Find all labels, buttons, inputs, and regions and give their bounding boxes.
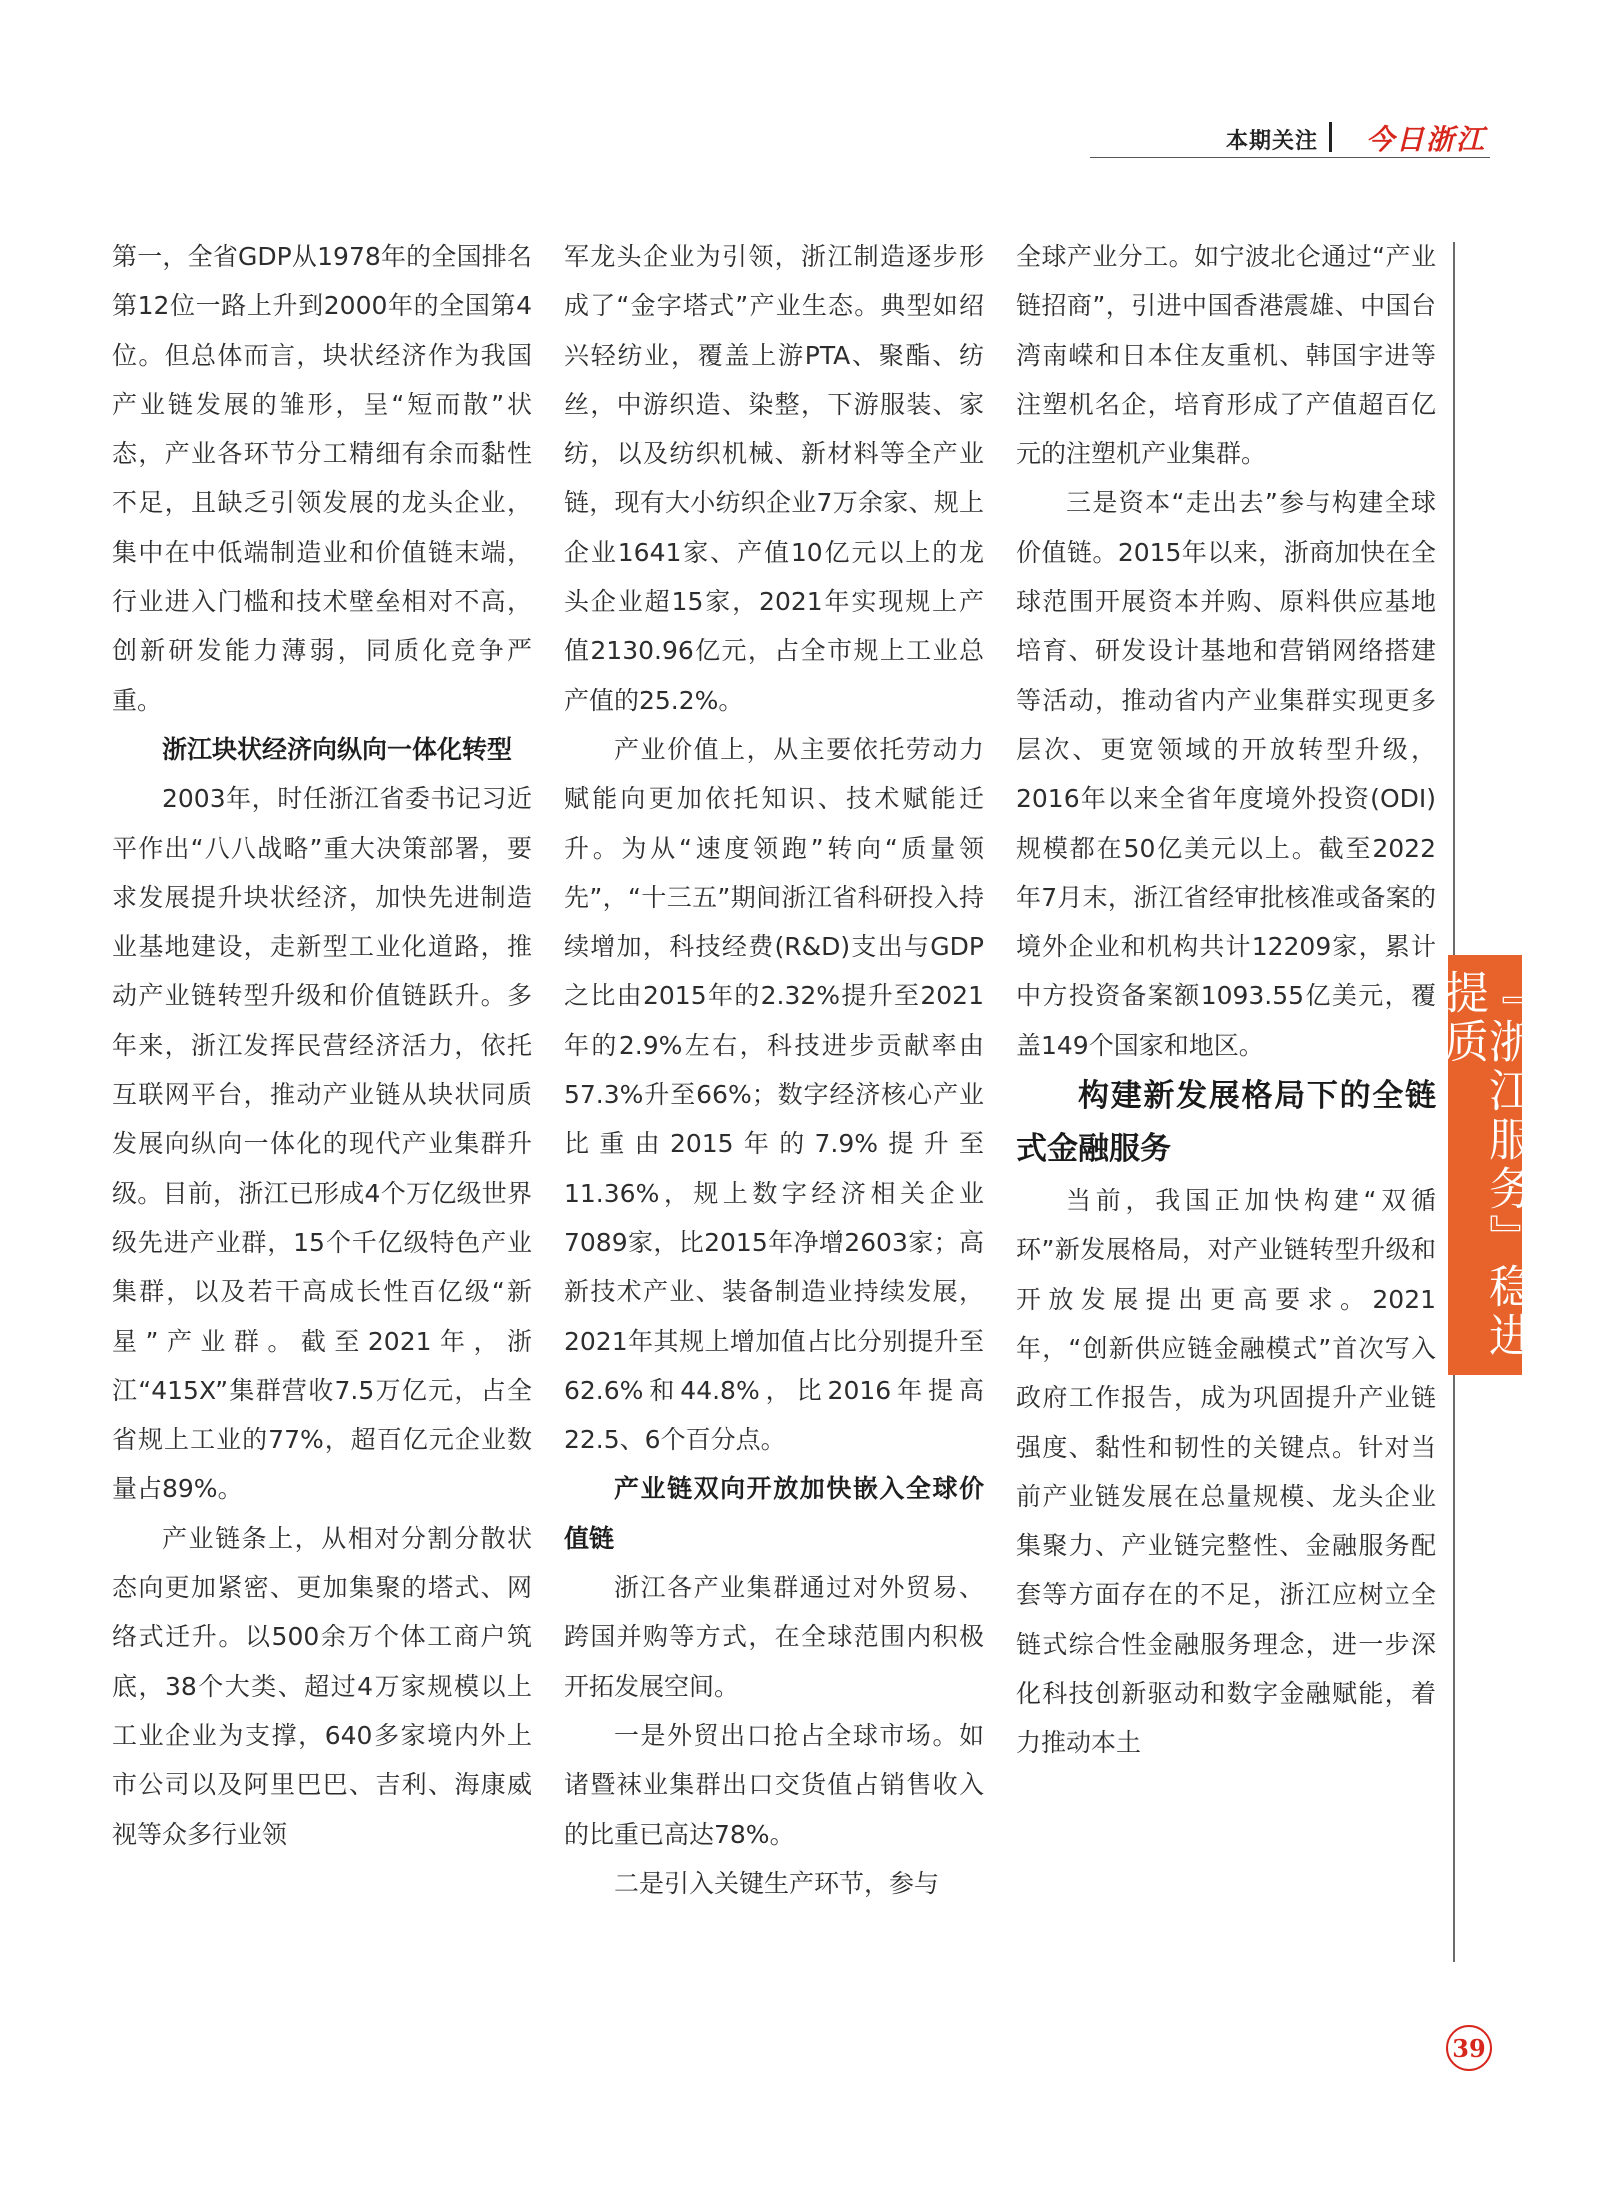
paragraph: 军龙头企业为引领，浙江制造逐步形成了“金字塔式”产业生态。典型如绍兴轻纺业，覆盖上游PTA、聚酯、纺丝，中游织造、染整，下游服装、家纺，以及纺织机械、新材料等全产业链，现有大小纺织企业7万余家、规上企业1641家、产值10亿元以上的龙头企业超15家，2021年实现规上产值2130.96亿元，占全市规上工业总产值的25.2%。 (564, 242, 984, 715)
side-tab-label: 『浙江服务』稳进提质 (1436, 969, 1534, 1361)
text-column-2 (564, 232, 984, 1908)
page-header (1090, 118, 1490, 158)
paragraph: 产业链条上，从相对分割分散状态向更加紧密、更加集聚的塔式、网络式迁升。以500余万个体工商户筑底，38个大类、超过4万家规模以上工业企业为支撑，640多家境内外上市公司以及阿里巴巴、吉利、海康威视等众多行业领 (112, 1523, 532, 1849)
paragraph: 当前，我国正加快构建“双循环”新发展格局，对产业链转型升级和开放发展提出更高要求。2021年，“创新供应链金融模式”首次写入政府工作报告，成为巩固提升产业链强度、黏性和韧性的关键点。针对当前产业链发展在总量规模、龙头企业集聚力、产业链完整性、金融服务配套等方面存在的不足，浙江应树立全链式综合性金融服务理念，进一步深化科技创新驱动和数字金融赋能，着力推动本土 (1016, 1186, 1436, 1758)
magazine-logo: 今日浙江 (1365, 123, 1486, 156)
header-rule (1090, 157, 1490, 158)
header-separator (1329, 122, 1332, 152)
text-column-1 (112, 232, 532, 1859)
paragraph: 三是资本“走出去”参与构建全球价值链。2015年以来，浙商加快在全球范围开展资本并购、原料供应基地培育、研发设计基地和营销网络搭建等活动，推动省内产业集群实现更多层次、更宽领域的开放转型升级，2016年以来全省年度境外投资(ODI)规模都在50亿美元以上。截至2022年7月末，浙江省经审批核准或备案的境外企业和机构共计12209家，累计中方投资备案额1093.55亿美元，覆盖149个国家和地区。 (1016, 488, 1436, 1060)
side-tab (1436, 955, 1534, 1375)
paragraph: 浙江各产业集群通过对外贸易、跨国并购等方式，在全球范围内积极开拓发展空间。 (564, 1573, 984, 1701)
paragraph: 2003年，时任浙江省委书记习近平作出“八八战略”重大决策部署，要求发展提升块状经济，加快先进制造业基地建设，走新型工业化道路，推动产业链转型升级和价值链跃升。多年来，浙江发挥民营经济活力，依托互联网平台，推动产业链从块状同质发展向纵向一体化的现代产业集群升级。目前，浙江已形成4个万亿级世界级先进产业群，15个千亿级特色产业集群，以及若干高成长性百亿级“新星”产业群。截至2021年，浙江“415X”集群营收7.5万亿元，占全省规上工业的77%，超百亿元企业数量占89%。 (112, 784, 532, 1504)
paragraph: 二是引入关键生产环节，参与 (614, 1868, 940, 1898)
subheading: 产业链双向开放加快嵌入全球价值链 (564, 1474, 984, 1553)
paragraph: 第一，全省GDP从1978年的全国排名第12位一路上升到2000年的全国第4位。但总体而言，块状经济作为我国产业链发展的雏形，呈“短而散”状态，产业各环节分工精细有余而黏性不足，且缺乏引领发展的龙头企业，集中在中低端制造业和价值链末端，行业进入门槛和技术壁垒相对不高，创新研发能力薄弱，同质化竞争严重。 (112, 242, 532, 715)
page-number: 39 (1446, 2025, 1492, 2071)
section-label: 本期关注 (1225, 129, 1318, 154)
paragraph: 一是外贸出口抢占全球市场。如诸暨袜业集群出口交货值占销售收入的比重已高达78%。 (564, 1720, 984, 1849)
section-title: 构建新发展格局下的全链式金融服务 (1016, 1078, 1436, 1168)
text-column-3 (1016, 232, 1436, 1768)
paragraph: 产业价值上，从主要依托劳动力赋能向更加依托知识、技术赋能迁升。为从“速度领跑”转向“质量领先”，“十三五”期间浙江省科研投入持续增加，科技经费(R&D)支出与GDP之比由2015年的2.32%提升至2021年的2.9%左右，科技进步贡献率由57.3%升至66%；数字经济核心产业比重由2015年的7.9%提升至11.36%，规上数字经济相关企业7089家，比2015年净增2603家；高新技术产业、装备制造业持续发展，2021年其规上增加值占比分别提升至62.6%和44.8%，比2016年提高22.5、6个百分点。 (564, 734, 984, 1455)
paragraph: 全球产业分工。如宁波北仑通过“产业链招商”，引进中国香港震雄、中国台湾南嵘和日本住友重机、韩国宇进等注塑机名企，培育形成了产值超百亿元的注塑机产业集群。 (1016, 242, 1436, 469)
subheading: 浙江块状经济向纵向一体化转型 (162, 734, 513, 764)
